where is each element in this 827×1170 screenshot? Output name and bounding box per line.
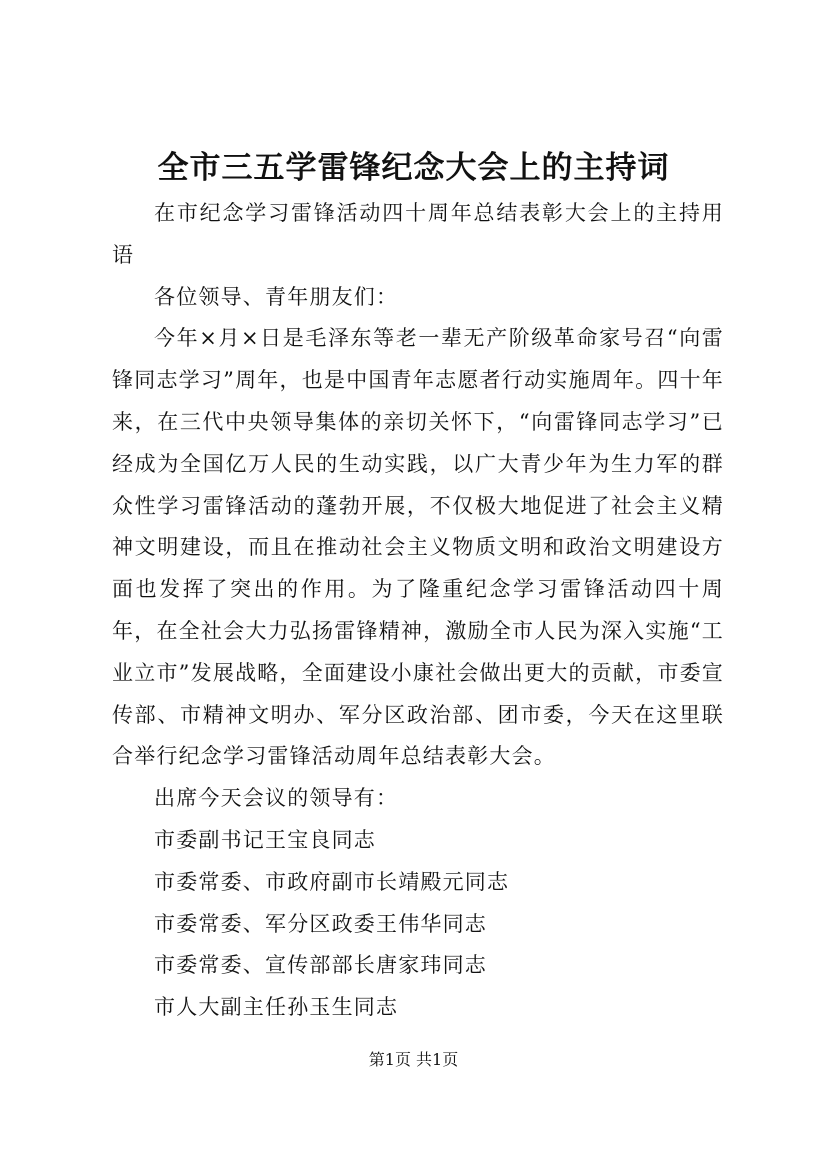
paragraph-main: 今年×月×日是毛泽东等老一辈无产阶级革命家号召“向雷锋同志学习”周年，也是中国青年志愿者行动实施周年。四十年来，在三代中央领导集体的亲切关怀下，“向雷锋同志学习”已经成为全国亿万人民的生动实践，以广大青少年为生力军的群众性学习雷锋活动的蓬勃开展，不仅极大地促进了社会主义精神文明建设，而且在推动社会主义物质文明和政治文明建设方面也发挥了突出的作用。为了隆重纪念学习雷锋活动四十周年，在全社会大力弘扬雷锋精神，激励全市人民为深入实施“工业立市”发展战略，全面建设小康社会做出更大的贡献，市委宣传部、市精神文明办、军分区政治部、团市委，今天在这里联合举行纪念学习雷锋活动周年总结表彰大会。: [112, 326, 724, 769]
paragraph-salutation: 各位领导、青年朋友们：: [154, 284, 399, 309]
page-number-footer: 第1页 共1页: [368, 1050, 459, 1069]
paragraph-attendees-intro: 出席今天会议的领导有：: [154, 786, 399, 811]
leaders-list: [112, 820, 724, 1029]
leader-item: 市委副书记王宝良同志: [154, 827, 376, 852]
leader-item: 市委常委、宣传部部长唐家玮同志: [154, 953, 487, 978]
leader-item: 市人大副主任孙玉生同志: [154, 995, 399, 1020]
leader-item: 市委常委、市政府副市长靖殿元同志: [154, 869, 510, 894]
paragraph-subtitle: 在市纪念学习雷锋活动四十周年总结表彰大会上的主持用语: [112, 201, 724, 267]
document-body: [112, 193, 724, 1029]
document-title: 全市三五学雷锋纪念大会上的主持词: [157, 150, 670, 186]
leader-item: 市委常委、军分区政委王伟华同志: [154, 911, 487, 936]
